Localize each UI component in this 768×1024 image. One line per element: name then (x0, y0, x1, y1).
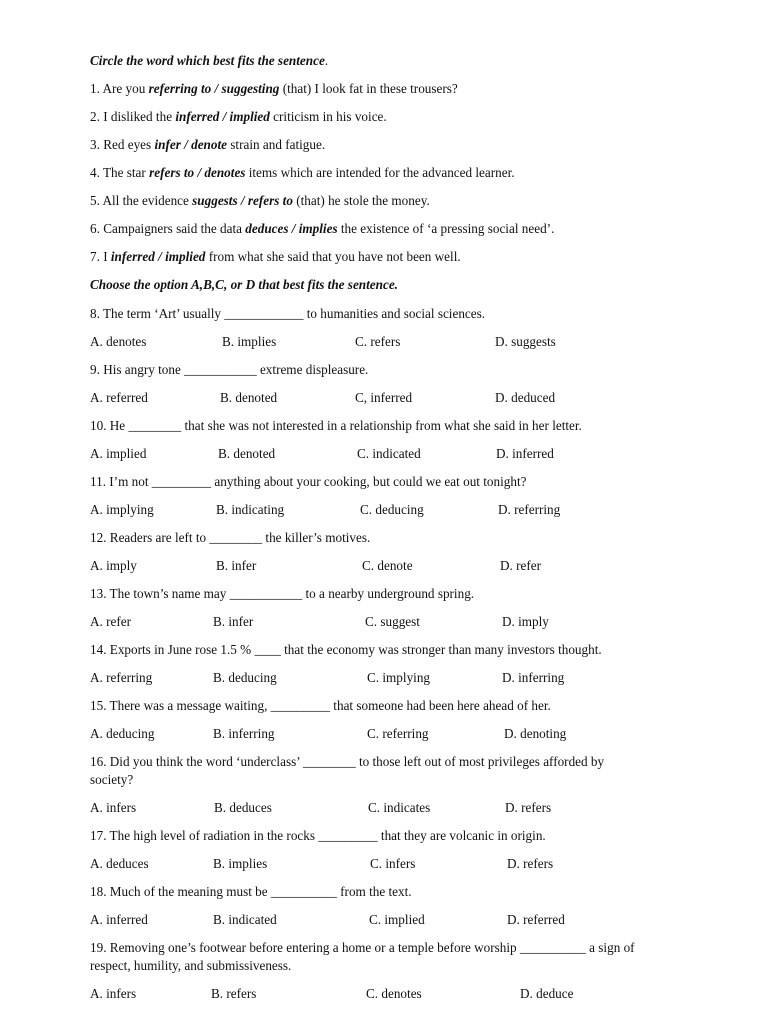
option-b[interactable]: B. infer (216, 558, 257, 573)
item-choice[interactable]: inferred / implied (110, 249, 206, 264)
question-9: 9. His angry tone ___________ extreme displeasure. (90, 362, 369, 377)
option-d[interactable]: D. deduced (495, 390, 556, 405)
option-d[interactable]: D. referring (498, 502, 561, 517)
option-a[interactable]: A. referring (90, 670, 153, 685)
question-8: 8. The term ‘Art’ usually ____________ to humanities and social sciences. (90, 306, 486, 321)
item-1 (90, 80, 458, 98)
item-text: 6. Campaigners said the data (90, 221, 246, 236)
option-c[interactable]: C. referring (367, 726, 429, 741)
option-d[interactable]: D. suggests (495, 334, 556, 349)
option-a[interactable]: A. refer (90, 614, 131, 629)
option-d[interactable]: D. refer (500, 558, 541, 573)
option-b[interactable]: B. indicating (216, 502, 285, 517)
question-15: 15. There was a message waiting, _________ that someone had been here ahead of her. (90, 698, 551, 713)
option-b[interactable]: B. refers (211, 986, 257, 1001)
item-text: strain and fatigue. (227, 137, 326, 152)
option-a[interactable]: A. implying (90, 502, 154, 517)
option-b[interactable]: B. deducing (213, 670, 277, 685)
option-b[interactable]: B. deduces (214, 800, 272, 815)
item-choice[interactable]: refers to / denotes (149, 165, 246, 180)
question-19: 19. Removing one’s footwear before entering a home or a temple before worship __________ a sign of respect, humility, and submissiveness. (90, 940, 635, 973)
option-c[interactable]: C. denote (362, 558, 413, 573)
item-choice[interactable]: referring to / suggesting (148, 81, 280, 96)
question-13: 13. The town’s name may ___________ to a nearby underground spring. (90, 586, 475, 601)
option-d[interactable]: D. refers (505, 800, 552, 815)
question-11: 11. I’m not _________ anything about your cooking, but could we eat out tonight? (90, 474, 527, 489)
option-d[interactable]: D. deduce (520, 986, 574, 1001)
option-b[interactable]: B. implies (213, 856, 268, 871)
item-choice[interactable]: inferred / implied (175, 109, 270, 124)
option-b[interactable]: B. denoted (220, 390, 278, 405)
option-b[interactable]: B. denoted (218, 446, 276, 461)
item-text: 1. Are you (90, 81, 149, 96)
section1-heading (90, 52, 328, 70)
item-text: (that) he stole the money. (292, 193, 430, 208)
option-c[interactable]: C. infers (370, 856, 416, 871)
item-text: 4. The star (90, 165, 150, 180)
option-d[interactable]: D. inferred (496, 446, 554, 461)
item-text: 5. All the evidence (90, 193, 193, 208)
section1-heading-text: Circle the word which best fits the sentence (90, 53, 325, 68)
item-text: 2. I disliked the (90, 109, 176, 124)
option-b[interactable]: B. implies (222, 334, 277, 349)
question-18: 18. Much of the meaning must be __________ from the text. (90, 884, 412, 899)
item-choice[interactable]: deduces / implies (245, 221, 338, 236)
item-text: items which are intended for the advanced learner. (245, 165, 515, 180)
section2-heading: Choose the option A,B,C, or D that best fits the sentence. (90, 277, 398, 292)
option-a[interactable]: A. deduces (90, 856, 149, 871)
option-c[interactable]: C. implied (369, 912, 425, 927)
option-a[interactable]: A. infers (90, 800, 137, 815)
option-a[interactable]: A. implied (90, 446, 147, 461)
option-d[interactable]: D. denoting (504, 726, 567, 741)
option-b[interactable]: B. indicated (213, 912, 277, 927)
item-text: 7. I (90, 249, 111, 264)
option-c[interactable]: C. suggest (365, 614, 420, 629)
option-a[interactable]: A. denotes (90, 334, 147, 349)
option-b[interactable]: B. inferring (213, 726, 275, 741)
section1-heading-period: . (324, 53, 329, 68)
question-17: 17. The high level of radiation in the rocks _________ that they are volcanic in origin. (90, 828, 546, 843)
item-6 (90, 220, 554, 238)
item-choice[interactable]: infer / denote (154, 137, 227, 152)
item-text: criticism in his voice. (269, 109, 387, 124)
option-c[interactable]: C. denotes (366, 986, 422, 1001)
item-4 (90, 164, 515, 182)
option-c[interactable]: C. refers (355, 334, 401, 349)
option-c[interactable]: C. deducing (360, 502, 424, 517)
option-d[interactable]: D. refers (507, 856, 554, 871)
option-a[interactable]: A. deducing (90, 726, 155, 741)
option-c[interactable]: C, inferred (355, 390, 413, 405)
item-text: 3. Red eyes (90, 137, 155, 152)
option-c[interactable]: C. indicates (368, 800, 431, 815)
option-c[interactable]: C. implying (367, 670, 431, 685)
option-a[interactable]: A. referred (90, 390, 148, 405)
question-14: 14. Exports in June rose 1.5 % ____ that the economy was stronger than many investors thought. (90, 642, 602, 657)
item-text: from what she said that you have not been well. (205, 249, 461, 264)
option-d[interactable]: D. imply (502, 614, 549, 629)
item-2 (90, 108, 387, 126)
option-a[interactable]: A. imply (90, 558, 137, 573)
question-12: 12. Readers are left to ________ the killer’s motives. (90, 530, 371, 545)
option-d[interactable]: D. referred (507, 912, 565, 927)
option-a[interactable]: A. inferred (90, 912, 148, 927)
option-d[interactable]: D. inferring (502, 670, 565, 685)
item-choice[interactable]: suggests / refers to (192, 193, 293, 208)
item-text: (that) I look fat in these trousers? (279, 81, 458, 96)
item-7 (90, 248, 461, 266)
item-5 (90, 192, 430, 210)
item-3 (90, 136, 325, 154)
option-a[interactable]: A. infers (90, 986, 137, 1001)
question-10: 10. He ________ that she was not interested in a relationship from what she said in her letter. (90, 418, 582, 433)
option-c[interactable]: C. indicated (357, 446, 421, 461)
option-b[interactable]: B. infer (213, 614, 254, 629)
item-text: the existence of ‘a pressing social need’. (337, 221, 555, 236)
question-16: 16. Did you think the word ‘underclass’ ________ to those left out of most privileges afforded by society? (90, 754, 605, 787)
